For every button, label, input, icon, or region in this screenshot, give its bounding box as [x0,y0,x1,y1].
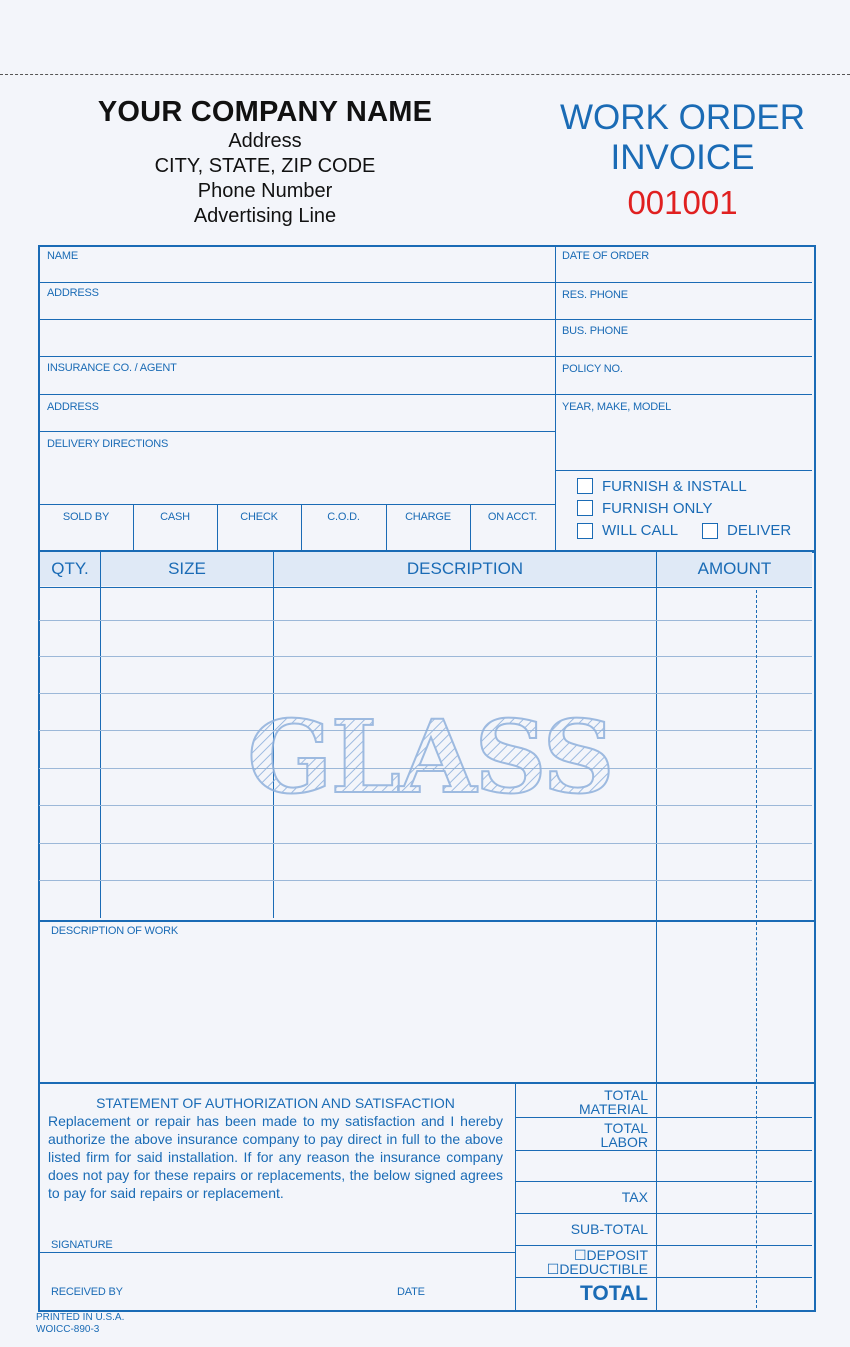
bus-phone-label: BUS. PHONE [562,325,628,337]
payment-row-line [39,504,555,505]
total-row-line [516,1150,812,1151]
furnish-only-label: FURNISH ONLY [602,500,713,517]
company-block [90,96,440,229]
item-row-line [39,805,812,806]
item-row-line [39,880,812,881]
row-line [555,282,812,283]
authorization-body: Replacement or repair has been made to my satisfaction and I hereby authorize the above insurance company to pay direct in full to the above listed firm for said installation. If for any reason the insurance company does not pay for these repairs or replacements, the below signed agrees to pay for said repairs or replacement. [48,1113,503,1201]
cents-divider [756,1086,757,1308]
sold-by-label: SOLD BY [62,511,110,523]
printed-in-label: PRINTED IN U.S.A. [36,1312,125,1323]
row-line [39,319,555,320]
form-title-line1: WORK ORDER [560,98,805,137]
total-row-line [516,1213,812,1214]
item-row-line [39,656,812,657]
item-row-line [39,693,812,694]
deposit-deductible-label [516,1248,648,1276]
total-row-line [516,1181,812,1182]
total-row-line [516,1117,812,1118]
total-material-line1: TOTAL [604,1087,648,1103]
col-line [656,918,657,1084]
res-phone-label: RES. PHONE [562,289,628,301]
deliver-checkbox[interactable] [702,523,718,539]
deposit-label: ☐DEPOSIT [573,1247,648,1263]
received-by-label: RECEIVED BY [51,1286,123,1298]
date-of-order-label: DATE OF ORDER [562,250,650,262]
row-line [555,394,812,395]
amount-header: AMOUNT [657,552,812,586]
will-call-label: WILL CALL [602,522,679,539]
cod-label: C.O.D. [327,511,360,523]
col-line [656,552,657,918]
total-material-line2: MATERIAL [579,1101,648,1117]
tax-label: TAX [621,1189,648,1205]
description-of-work-label: DESCRIPTION OF WORK [51,925,178,937]
size-header: SIZE [101,552,273,586]
row-line [555,470,812,471]
year-make-model-label: YEAR, MAKE, MODEL [562,401,672,413]
description-header: DESCRIPTION [274,552,656,586]
deductible-label: ☐DEDUCTIBLE [546,1261,648,1277]
form-title [555,98,810,178]
glass-watermark [245,700,615,805]
description-of-work-box [38,918,816,1084]
item-row-line [39,843,812,844]
company-advertising: Advertising Line [193,205,337,227]
cents-divider [756,922,757,1082]
total-label: TOTAL [579,1282,648,1305]
row-line [555,356,812,357]
qty-header: QTY. [40,552,100,586]
name-label: NAME [47,250,78,262]
check-label: CHECK [240,511,278,523]
total-material-label [516,1088,648,1116]
insurance-label: INSURANCE CO. / AGENT [47,362,177,374]
header-line [39,587,812,588]
form-code-label: WOICC-890-3 [36,1324,100,1335]
signature-line [39,1252,515,1253]
watermark-text: GLASS [247,700,613,805]
company-address: Address [228,130,302,152]
policy-label: POLICY NO. [562,363,623,375]
furnish-install-label: FURNISH & INSTALL [602,478,747,495]
info-divider [555,246,556,550]
total-labor-label [516,1121,648,1149]
cents-divider [756,590,757,918]
subtotal-label: SUB-TOTAL [570,1221,648,1237]
row-line [39,356,555,357]
authorization-title: STATEMENT OF AUTHORIZATION AND SATISFACTION [96,1095,455,1111]
address-label: ADDRESS [47,287,99,299]
furnish-only-checkbox[interactable] [577,500,593,516]
delivery-label: DELIVERY DIRECTIONS [47,438,169,450]
furnish-install-checkbox[interactable] [577,478,593,494]
perforation-line [0,74,850,75]
row-line [39,431,555,432]
date-label: DATE [397,1286,425,1298]
will-call-checkbox[interactable] [577,523,593,539]
total-row-line [516,1277,812,1278]
row-line [39,394,555,395]
signature-label: SIGNATURE [51,1239,113,1251]
invoice-number: 001001 [627,184,738,221]
form-title-line2: INVOICE [610,138,755,177]
charge-label: CHARGE [405,511,451,523]
company-city: CITY, STATE, ZIP CODE [154,155,376,177]
company-phone: Phone Number [197,180,333,202]
col-line [100,552,101,918]
cash-label: CASH [160,511,190,523]
company-name: YOUR COMPANY NAME [97,96,433,128]
row-line [555,319,812,320]
item-row-line [39,620,812,621]
address2-label: ADDRESS [47,401,99,413]
row-line [39,282,555,283]
total-labor-line2: LABOR [600,1134,648,1150]
deliver-label: DELIVER [727,522,792,539]
on-acct-label: ON ACCT. [487,511,538,523]
total-row-line [516,1245,812,1246]
total-labor-line1: TOTAL [604,1120,648,1136]
